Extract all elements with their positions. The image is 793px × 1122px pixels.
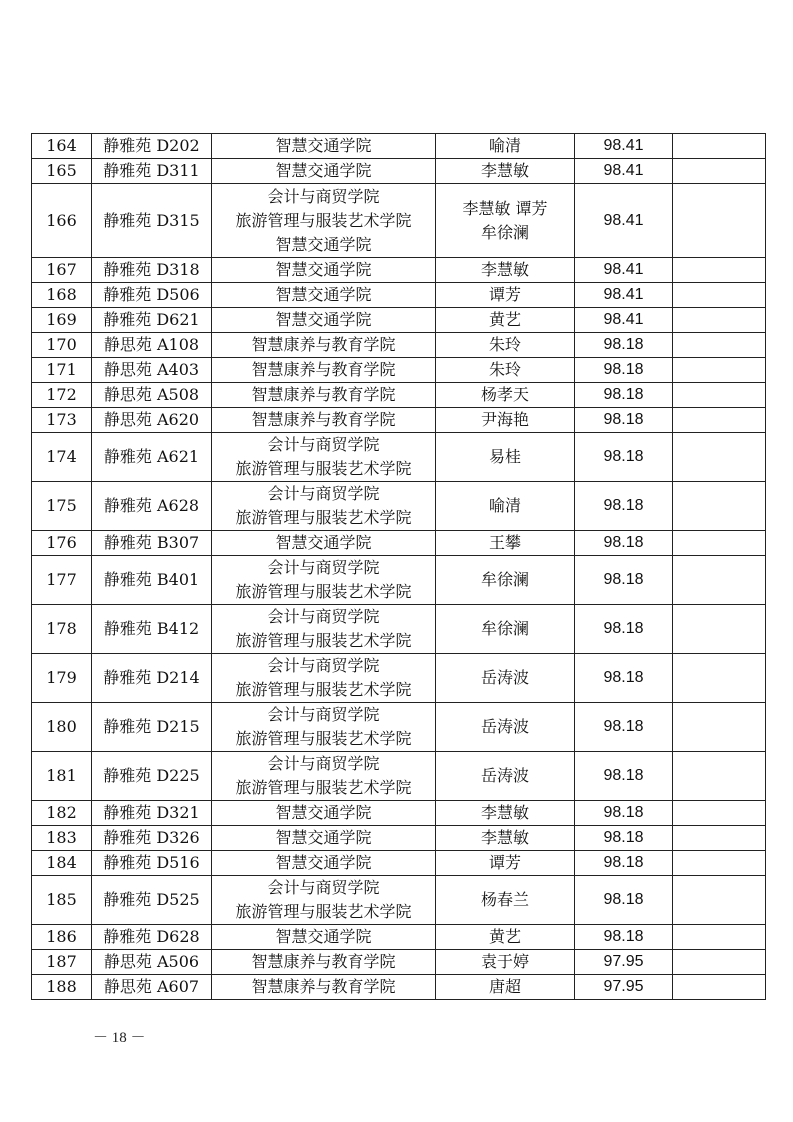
score-cell: 98.18 — [575, 408, 673, 433]
counselor-cell — [436, 134, 575, 159]
row-number-cell: 188 — [32, 975, 92, 1000]
counselor-cell — [436, 826, 575, 851]
score-cell: 98.18 — [575, 433, 673, 482]
counselor-cell — [436, 433, 575, 482]
table-row — [32, 408, 766, 433]
counselor-name: 岳涛波 — [480, 717, 529, 736]
note-cell — [673, 801, 766, 826]
college-name: 智慧交通学院 — [275, 927, 372, 946]
college-cell — [212, 752, 436, 801]
counselor-name: 李慧敏 — [480, 260, 529, 279]
counselor-name: 喻清 — [488, 136, 521, 155]
counselor-cell — [436, 851, 575, 876]
score-cell: 97.95 — [575, 950, 673, 975]
dorm-room-cell: 静思苑 A508 — [92, 383, 212, 408]
score-cell: 98.18 — [575, 876, 673, 925]
college-cell — [212, 383, 436, 408]
note-cell — [673, 556, 766, 605]
score-cell: 98.18 — [575, 333, 673, 358]
dorm-room-cell: 静雅苑 A621 — [92, 433, 212, 482]
college-name: 旅游管理与服装艺术学院 — [235, 631, 412, 650]
college-name: 智慧康养与教育学院 — [251, 410, 396, 429]
note-cell — [673, 184, 766, 258]
table-row — [32, 826, 766, 851]
college-name: 旅游管理与服装艺术学院 — [235, 902, 412, 921]
row-number-cell: 171 — [32, 358, 92, 383]
score-cell: 98.18 — [575, 605, 673, 654]
row-number-cell: 175 — [32, 482, 92, 531]
college-name: 智慧交通学院 — [275, 310, 372, 329]
row-number-cell: 178 — [32, 605, 92, 654]
row-number-cell: 174 — [32, 433, 92, 482]
score-cell: 98.18 — [575, 531, 673, 556]
college-name: 会计与商贸学院 — [267, 558, 380, 577]
counselor-name: 杨春兰 — [480, 890, 529, 909]
row-number-cell: 180 — [32, 703, 92, 752]
score-cell: 98.41 — [575, 258, 673, 283]
counselor-name: 牟徐澜 — [480, 222, 529, 242]
college-cell — [212, 826, 436, 851]
college-name: 智慧交通学院 — [275, 260, 372, 279]
table-row — [32, 605, 766, 654]
counselor-name: 喻清 — [488, 496, 521, 515]
score-cell: 98.41 — [575, 308, 673, 333]
counselor-cell — [436, 975, 575, 1000]
table-row — [32, 308, 766, 333]
college-cell — [212, 408, 436, 433]
score-cell: 98.18 — [575, 851, 673, 876]
counselor-name: 李慧敏 谭芳 — [462, 198, 548, 218]
row-number-cell: 182 — [32, 801, 92, 826]
score-cell: 98.41 — [575, 283, 673, 308]
row-number-cell: 170 — [32, 333, 92, 358]
dorm-room-cell: 静思苑 A403 — [92, 358, 212, 383]
counselor-name: 李慧敏 — [480, 828, 529, 847]
college-name: 智慧交通学院 — [275, 533, 372, 552]
college-cell — [212, 258, 436, 283]
note-cell — [673, 826, 766, 851]
table-row — [32, 654, 766, 703]
counselor-name: 岳涛波 — [480, 766, 529, 785]
college-cell — [212, 851, 436, 876]
college-cell — [212, 308, 436, 333]
note-cell — [673, 408, 766, 433]
counselor-name: 朱玲 — [488, 335, 521, 354]
note-cell — [673, 876, 766, 925]
dorm-room-cell: 静思苑 A607 — [92, 975, 212, 1000]
dorm-room-cell: 静雅苑 D516 — [92, 851, 212, 876]
dorm-room-cell: 静雅苑 D315 — [92, 184, 212, 258]
row-number-cell: 169 — [32, 308, 92, 333]
note-cell — [673, 433, 766, 482]
college-cell — [212, 801, 436, 826]
dorm-room-cell: 静雅苑 D225 — [92, 752, 212, 801]
counselor-name: 杨孝天 — [480, 385, 529, 404]
table-row — [32, 975, 766, 1000]
counselor-cell — [436, 925, 575, 950]
table-row — [32, 433, 766, 482]
college-name: 智慧交通学院 — [275, 136, 372, 155]
score-cell: 98.41 — [575, 134, 673, 159]
dorm-room-cell: 静雅苑 D215 — [92, 703, 212, 752]
table-row — [32, 184, 766, 258]
score-cell: 98.18 — [575, 826, 673, 851]
dorm-room-cell: 静思苑 A620 — [92, 408, 212, 433]
college-name: 智慧交通学院 — [275, 234, 372, 254]
college-name: 会计与商贸学院 — [267, 186, 380, 206]
college-cell — [212, 950, 436, 975]
row-number-cell: 187 — [32, 950, 92, 975]
score-cell: 98.18 — [575, 654, 673, 703]
table-body — [32, 134, 766, 1000]
counselor-cell — [436, 258, 575, 283]
counselor-name: 谭芳 — [488, 853, 521, 872]
dorm-room-cell: 静雅苑 B412 — [92, 605, 212, 654]
counselor-cell — [436, 308, 575, 333]
counselor-cell — [436, 531, 575, 556]
table-row — [32, 383, 766, 408]
college-name: 智慧交通学院 — [275, 285, 372, 304]
table-row — [32, 950, 766, 975]
college-name: 智慧交通学院 — [275, 853, 372, 872]
college-name: 旅游管理与服装艺术学院 — [235, 459, 412, 478]
counselor-name: 黄艺 — [488, 310, 521, 329]
score-cell: 98.18 — [575, 482, 673, 531]
score-cell: 98.41 — [575, 184, 673, 258]
college-cell — [212, 654, 436, 703]
note-cell — [673, 605, 766, 654]
college-cell — [212, 283, 436, 308]
counselor-cell — [436, 876, 575, 925]
college-name: 会计与商贸学院 — [267, 484, 380, 503]
row-number-cell: 168 — [32, 283, 92, 308]
dorm-room-cell: 静思苑 A506 — [92, 950, 212, 975]
counselor-cell — [436, 383, 575, 408]
table-row — [32, 358, 766, 383]
counselor-cell — [436, 654, 575, 703]
note-cell — [673, 134, 766, 159]
table-row — [32, 801, 766, 826]
row-number-cell: 181 — [32, 752, 92, 801]
note-cell — [673, 308, 766, 333]
college-name: 智慧康养与教育学院 — [251, 385, 396, 404]
note-cell — [673, 851, 766, 876]
college-cell — [212, 184, 436, 258]
table-row — [32, 556, 766, 605]
score-cell: 98.18 — [575, 925, 673, 950]
counselor-name: 唐超 — [488, 977, 521, 996]
note-cell — [673, 975, 766, 1000]
dorm-room-cell: 静雅苑 D311 — [92, 159, 212, 184]
row-number-cell: 165 — [32, 159, 92, 184]
counselor-cell — [436, 703, 575, 752]
dorm-room-cell: 静雅苑 D214 — [92, 654, 212, 703]
college-name: 智慧康养与教育学院 — [251, 952, 396, 971]
score-cell: 98.18 — [575, 801, 673, 826]
college-name: 旅游管理与服装艺术学院 — [235, 778, 412, 797]
note-cell — [673, 482, 766, 531]
row-number-cell: 186 — [32, 925, 92, 950]
counselor-name: 朱玲 — [488, 360, 521, 379]
table-row — [32, 703, 766, 752]
counselor-cell — [436, 801, 575, 826]
counselor-cell — [436, 159, 575, 184]
table-row — [32, 876, 766, 925]
score-cell: 97.95 — [575, 975, 673, 1000]
college-cell — [212, 482, 436, 531]
college-cell — [212, 703, 436, 752]
row-number-cell: 183 — [32, 826, 92, 851]
score-cell: 98.41 — [575, 159, 673, 184]
note-cell — [673, 703, 766, 752]
college-name: 旅游管理与服装艺术学院 — [235, 582, 412, 601]
table-row — [32, 258, 766, 283]
table-row — [32, 531, 766, 556]
college-name: 智慧康养与教育学院 — [251, 360, 396, 379]
college-name: 旅游管理与服装艺术学院 — [235, 680, 412, 699]
college-cell — [212, 556, 436, 605]
note-cell — [673, 654, 766, 703]
counselor-name: 王攀 — [488, 533, 521, 552]
counselor-name: 李慧敏 — [480, 161, 529, 180]
dorm-room-cell: 静雅苑 D202 — [92, 134, 212, 159]
table-row — [32, 159, 766, 184]
note-cell — [673, 283, 766, 308]
table-row — [32, 752, 766, 801]
counselor-name: 袁于婷 — [480, 952, 529, 971]
dorm-room-cell: 静雅苑 D506 — [92, 283, 212, 308]
counselor-name: 易桂 — [488, 447, 521, 466]
row-number-cell: 179 — [32, 654, 92, 703]
page-number: － 18 － — [93, 1030, 146, 1046]
counselor-cell — [436, 358, 575, 383]
college-cell — [212, 433, 436, 482]
dorm-room-cell: 静雅苑 D628 — [92, 925, 212, 950]
row-number-cell: 166 — [32, 184, 92, 258]
dorm-room-cell: 静雅苑 D525 — [92, 876, 212, 925]
row-number-cell: 184 — [32, 851, 92, 876]
counselor-cell — [436, 283, 575, 308]
note-cell — [673, 752, 766, 801]
counselor-cell — [436, 333, 575, 358]
note-cell — [673, 358, 766, 383]
college-name: 会计与商贸学院 — [267, 705, 380, 724]
college-cell — [212, 159, 436, 184]
note-cell — [673, 258, 766, 283]
dorm-room-cell: 静雅苑 B307 — [92, 531, 212, 556]
counselor-name: 牟徐澜 — [480, 570, 529, 589]
note-cell — [673, 159, 766, 184]
row-number-cell: 185 — [32, 876, 92, 925]
note-cell — [673, 383, 766, 408]
score-cell: 98.18 — [575, 752, 673, 801]
college-name: 旅游管理与服装艺术学院 — [235, 729, 412, 748]
row-number-cell: 173 — [32, 408, 92, 433]
counselor-name: 黄艺 — [488, 927, 521, 946]
dorm-room-cell: 静雅苑 D621 — [92, 308, 212, 333]
counselor-name: 牟徐澜 — [480, 619, 529, 638]
table-row — [32, 851, 766, 876]
row-number-cell: 177 — [32, 556, 92, 605]
college-cell — [212, 333, 436, 358]
college-name: 会计与商贸学院 — [267, 435, 380, 454]
counselor-cell — [436, 950, 575, 975]
college-name: 会计与商贸学院 — [267, 607, 380, 626]
counselor-name: 尹海艳 — [480, 410, 529, 429]
row-number-cell: 172 — [32, 383, 92, 408]
counselor-cell — [436, 556, 575, 605]
college-cell — [212, 531, 436, 556]
table-row — [32, 333, 766, 358]
college-cell — [212, 975, 436, 1000]
note-cell — [673, 333, 766, 358]
college-name: 会计与商贸学院 — [267, 878, 380, 897]
counselor-cell — [436, 408, 575, 433]
college-name: 旅游管理与服装艺术学院 — [235, 508, 412, 527]
score-cell: 98.18 — [575, 358, 673, 383]
score-cell: 98.18 — [575, 703, 673, 752]
table-row — [32, 482, 766, 531]
dorm-score-table — [31, 133, 766, 1000]
counselor-cell — [436, 605, 575, 654]
counselor-name: 岳涛波 — [480, 668, 529, 687]
college-cell — [212, 358, 436, 383]
row-number-cell: 164 — [32, 134, 92, 159]
row-number-cell: 176 — [32, 531, 92, 556]
college-name: 智慧交通学院 — [275, 828, 372, 847]
college-name: 旅游管理与服装艺术学院 — [235, 210, 412, 230]
counselor-cell — [436, 482, 575, 531]
dorm-room-cell: 静雅苑 A628 — [92, 482, 212, 531]
dorm-room-cell: 静雅苑 D326 — [92, 826, 212, 851]
counselor-cell — [436, 184, 575, 258]
college-cell — [212, 605, 436, 654]
counselor-name: 谭芳 — [488, 285, 521, 304]
dorm-room-cell: 静思苑 A108 — [92, 333, 212, 358]
college-cell — [212, 134, 436, 159]
table-row — [32, 283, 766, 308]
college-name: 会计与商贸学院 — [267, 754, 380, 773]
counselor-cell — [436, 752, 575, 801]
note-cell — [673, 925, 766, 950]
note-cell — [673, 950, 766, 975]
dorm-room-cell: 静雅苑 D318 — [92, 258, 212, 283]
dorm-room-cell: 静雅苑 B401 — [92, 556, 212, 605]
college-name: 智慧交通学院 — [275, 161, 372, 180]
college-name: 智慧康养与教育学院 — [251, 977, 396, 996]
score-cell: 98.18 — [575, 556, 673, 605]
table-row — [32, 134, 766, 159]
row-number-cell: 167 — [32, 258, 92, 283]
college-cell — [212, 876, 436, 925]
college-name: 智慧交通学院 — [275, 803, 372, 822]
score-cell: 98.18 — [575, 383, 673, 408]
table-row — [32, 925, 766, 950]
college-cell — [212, 925, 436, 950]
dorm-room-cell: 静雅苑 D321 — [92, 801, 212, 826]
counselor-name: 李慧敏 — [480, 803, 529, 822]
note-cell — [673, 531, 766, 556]
college-name: 会计与商贸学院 — [267, 656, 380, 675]
college-name: 智慧康养与教育学院 — [251, 335, 396, 354]
